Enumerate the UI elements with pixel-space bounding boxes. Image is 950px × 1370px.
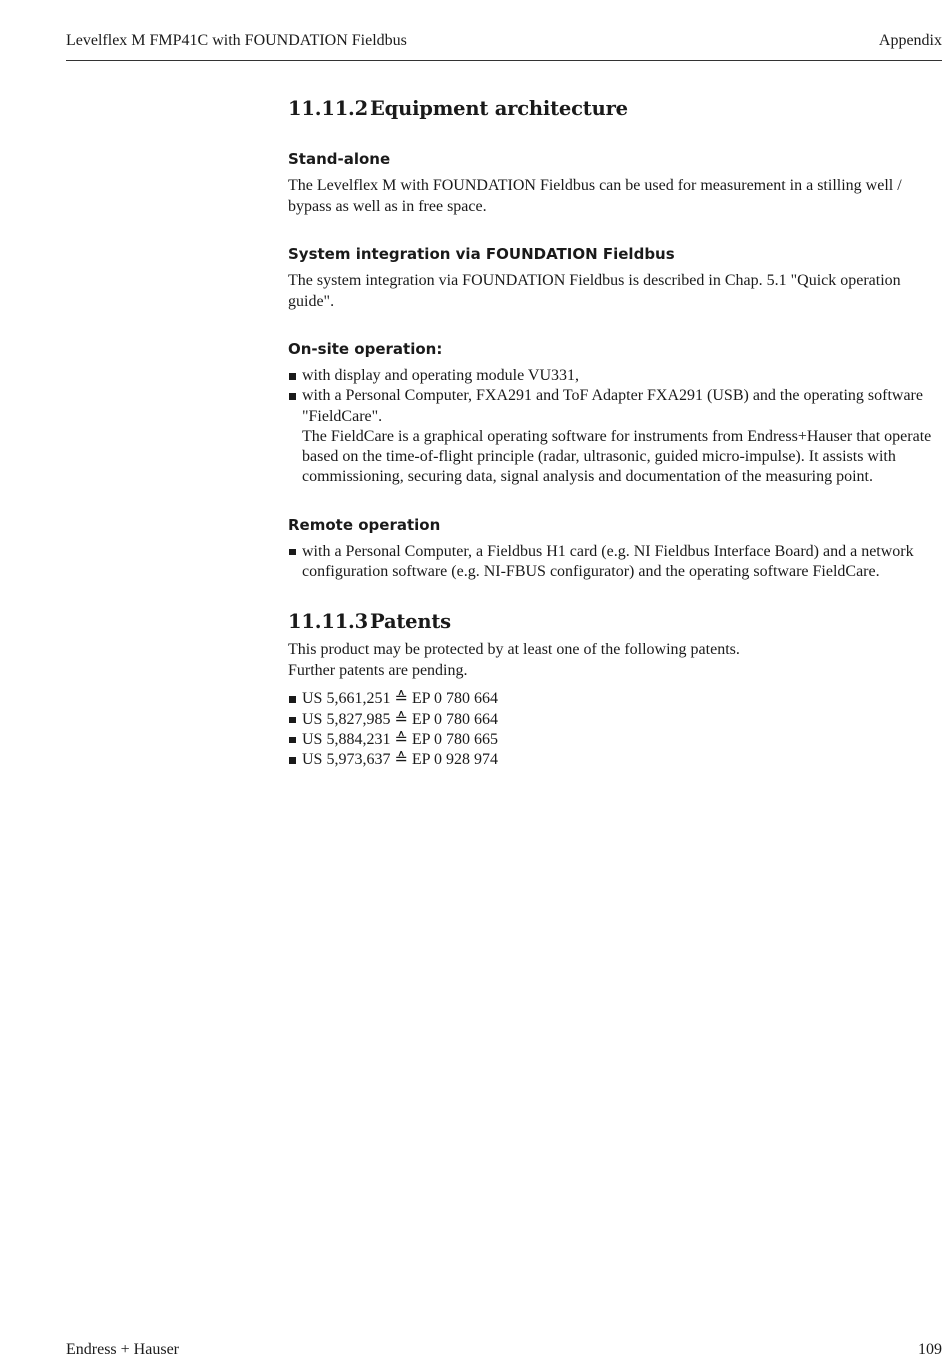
- section-number: 11.11.3: [288, 610, 369, 634]
- bullet-square-icon: [289, 757, 296, 764]
- patents-intro-line-2: Further patents are pending.: [288, 661, 468, 679]
- remote-operation-list: [288, 542, 943, 583]
- bullet-square-icon: [289, 393, 296, 400]
- header-chapter-title: Appendix: [878, 32, 942, 49]
- footer-company-name: Endress + Hauser: [66, 1341, 179, 1358]
- list-item: [288, 689, 943, 709]
- patent-entry: US 5,827,985 ≙ EP 0 780 664: [302, 710, 498, 728]
- list-item: [288, 710, 943, 730]
- patent-entry: US 5,884,231 ≙ EP 0 780 665: [302, 730, 498, 748]
- bullet-square-icon: [289, 696, 296, 703]
- bullet-square-icon: [289, 549, 296, 556]
- list-item-text: with a Personal Computer, a Fieldbus H1 card (e.g. NI Fieldbus Interface Board) and a network configuration software (e.g. NI-FBUS configurator) and the operating software FieldCare.: [302, 542, 914, 581]
- bullet-square-icon: [289, 717, 296, 724]
- patent-entry: US 5,661,251 ≙ EP 0 780 664: [302, 690, 498, 708]
- subheading-stand-alone: Stand-alone: [288, 150, 391, 168]
- paragraph-stand-alone: The Levelflex M with FOUNDATION Fieldbus can be used for measurement in a stilling well / bypass as well as in free space.: [288, 177, 902, 215]
- list-item-text: with a Personal Computer, FXA291 and ToF Adapter FXA291 (USB) and the operating software "FieldCare".: [302, 387, 923, 425]
- bullet-square-icon: [289, 737, 296, 744]
- list-item: [288, 730, 943, 750]
- section-heading-equipment-architecture: [288, 95, 943, 123]
- subheading-system-integration: System integration via FOUNDATION Fieldbus: [288, 245, 675, 263]
- bullet-square-icon: [289, 373, 296, 380]
- list-item: [288, 542, 943, 583]
- list-item: [288, 750, 943, 770]
- section-heading-patents: [288, 608, 943, 636]
- header-document-title: Levelflex M FMP41C with FOUNDATION Fieldbus: [66, 32, 407, 49]
- list-item-text: with display and operating module VU331,: [302, 367, 579, 384]
- list-item: [288, 366, 943, 386]
- section-title: Equipment architecture: [370, 97, 628, 120]
- subheading-remote-operation: Remote operation: [288, 515, 441, 534]
- section-title: Patents: [370, 610, 451, 634]
- fieldcare-description: The FieldCare is a graphical operating software for instruments from Endress+Hauser that operate based on the time-of-flight principle (radar, ultrasonic, guided micro-impulse). It assists with commissioning, securing data, signal analysis and documentation of the measuring point.: [302, 427, 932, 486]
- section-number: 11.11.2: [288, 97, 369, 120]
- footer-page-number: 109: [918, 1341, 942, 1358]
- page-content: [288, 95, 943, 771]
- paragraph-system-integration: The system integration via FOUNDATION Fieldbus is described in Chap. 5.1 "Quick operation guide".: [288, 272, 901, 310]
- patent-entry: US 5,973,637 ≙ EP 0 928 974: [302, 751, 498, 769]
- page-header: [66, 30, 942, 61]
- patents-list: [288, 689, 943, 770]
- subheading-on-site-operation: On-site operation:: [288, 340, 443, 358]
- on-site-operation-list: [288, 366, 943, 488]
- patents-intro-line-1: This product may be protected by at least one of the following patents.: [288, 641, 740, 659]
- list-item: [288, 386, 943, 487]
